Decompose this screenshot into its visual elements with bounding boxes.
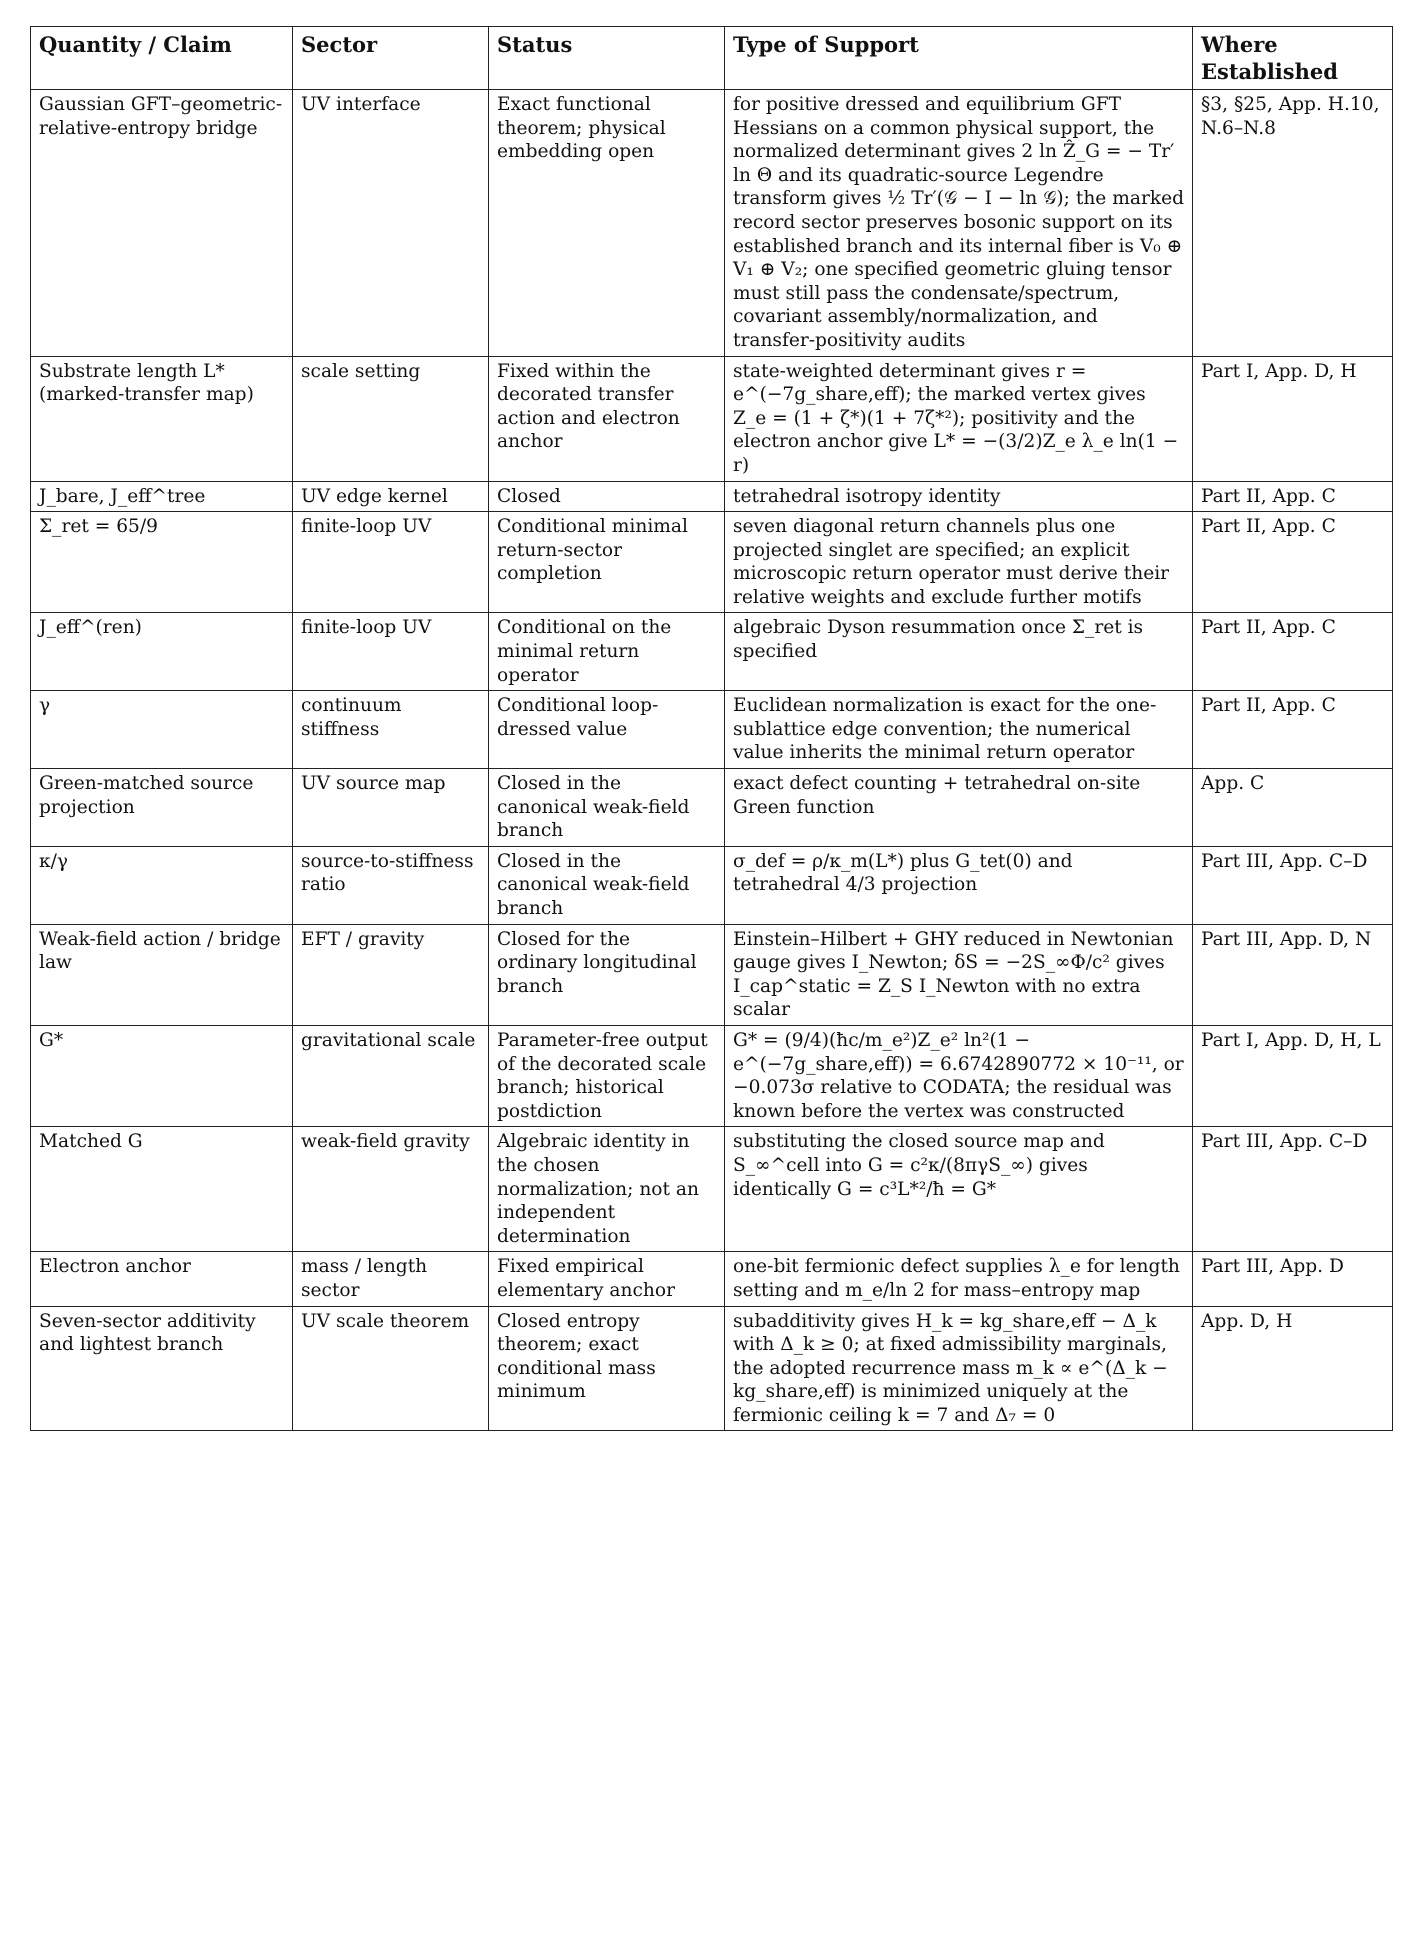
cell-sector: gravitational scale bbox=[293, 1025, 489, 1126]
cell-status: Closed for the ordinary longitudinal branch bbox=[489, 924, 725, 1025]
cell-status: Fixed empirical elementary anchor bbox=[489, 1252, 725, 1306]
cell-where: App. C bbox=[1193, 769, 1393, 847]
cell-status: Exact functional theorem; physical embedding open bbox=[489, 90, 725, 357]
cell-support: Euclidean normalization is exact for the one-sublattice edge convention; the numerical value inherits the minimal return operator bbox=[725, 691, 1193, 769]
cell-quantity: Gaussian GFT–geometric-relative-entropy bridge bbox=[31, 90, 293, 357]
cell-quantity: Green-matched source projection bbox=[31, 769, 293, 847]
cell-sector: weak-field gravity bbox=[293, 1127, 489, 1252]
cell-quantity: Matched G bbox=[31, 1127, 293, 1252]
cell-quantity: γ bbox=[31, 691, 293, 769]
cell-support: algebraic Dyson resummation once Σ_ret is specified bbox=[725, 613, 1193, 691]
cell-status: Fixed within the decorated transfer action and electron anchor bbox=[489, 356, 725, 481]
header-support: Type of Support bbox=[725, 27, 1193, 90]
cell-sector: UV interface bbox=[293, 90, 489, 357]
cell-sector: continuum stiffness bbox=[293, 691, 489, 769]
cell-quantity: J_bare, J_eff^tree bbox=[31, 481, 293, 512]
cell-where: Part III, App. D bbox=[1193, 1252, 1393, 1306]
cell-sector: finite-loop UV bbox=[293, 512, 489, 613]
header-quantity: Quantity / Claim bbox=[31, 27, 293, 90]
cell-sector: EFT / gravity bbox=[293, 924, 489, 1025]
cell-support: exact defect counting + tetrahedral on-site Green function bbox=[725, 769, 1193, 847]
cell-status: Closed in the canonical weak-field branch bbox=[489, 846, 725, 924]
header-row bbox=[31, 27, 1393, 90]
cell-support: for positive dressed and equilibrium GFT Hessians on a common physical support, the normalized determinant gives 2 ln Ẑ_G = − Tr′ ln Θ and its quadratic-source Legendre transform gives ½ Tr′(𝒢 − I − ln 𝒢); the marked record sector preserves bosonic support on its established branch and its internal fiber is V₀ ⊕ V₁ ⊕ V₂; one specified geometric gluing tensor must still pass the condensate/spectrum, covariant assembly/normalization, and transfer-positivity audits bbox=[725, 90, 1193, 357]
table-container bbox=[30, 26, 1392, 1431]
cell-support: σ_def = ρ/κ_m(L*) plus G_tet(0) and tetrahedral 4/3 projection bbox=[725, 846, 1193, 924]
table-row bbox=[31, 1127, 1393, 1252]
cell-quantity: Electron anchor bbox=[31, 1252, 293, 1306]
cell-where: Part II, App. C bbox=[1193, 613, 1393, 691]
header-where: Where Established bbox=[1193, 27, 1393, 90]
cell-where: Part I, App. D, H, L bbox=[1193, 1025, 1393, 1126]
cell-where: §3, §25, App. H.10, N.6–N.8 bbox=[1193, 90, 1393, 357]
cell-quantity: G* bbox=[31, 1025, 293, 1126]
cell-status: Closed in the canonical weak-field branch bbox=[489, 769, 725, 847]
cell-status: Closed bbox=[489, 481, 725, 512]
cell-quantity: Substrate length L* (marked-transfer map) bbox=[31, 356, 293, 481]
cell-status: Parameter-free output of the decorated scale branch; historical postdiction bbox=[489, 1025, 725, 1126]
table-row bbox=[31, 846, 1393, 924]
cell-quantity: Seven-sector additivity and lightest branch bbox=[31, 1306, 293, 1431]
cell-where: Part I, App. D, H bbox=[1193, 356, 1393, 481]
table-row bbox=[31, 1252, 1393, 1306]
cell-status: Conditional on the minimal return operator bbox=[489, 613, 725, 691]
table-row bbox=[31, 356, 1393, 481]
cell-sector: UV source map bbox=[293, 769, 489, 847]
cell-where: Part II, App. C bbox=[1193, 481, 1393, 512]
cell-support: Einstein–Hilbert + GHY reduced in Newtonian gauge gives I_Newton; δS = −2S_∞Φ/c² gives I_cap^static = Z_S I_Newton with no extra scalar bbox=[725, 924, 1193, 1025]
cell-sector: finite-loop UV bbox=[293, 613, 489, 691]
cell-quantity: Weak-field action / bridge law bbox=[31, 924, 293, 1025]
cell-support: G* = (9/4)(ħc/m_e²)Z_e² ln²(1 − e^(−7g_share,eff)) = 6.6742890772 × 10⁻¹¹, or −0.073σ relative to CODATA; the residual was known before the vertex was constructed bbox=[725, 1025, 1193, 1126]
cell-where: Part II, App. C bbox=[1193, 512, 1393, 613]
cell-status: Conditional loop-dressed value bbox=[489, 691, 725, 769]
cell-sector: UV edge kernel bbox=[293, 481, 489, 512]
table-row bbox=[31, 90, 1393, 357]
cell-support: tetrahedral isotropy identity bbox=[725, 481, 1193, 512]
table-row bbox=[31, 1025, 1393, 1126]
cell-support: one-bit fermionic defect supplies λ_e for length setting and m_e/ln 2 for mass–entropy map bbox=[725, 1252, 1193, 1306]
table-row bbox=[31, 512, 1393, 613]
cell-support: seven diagonal return channels plus one projected singlet are specified; an explicit microscopic return operator must derive their relative weights and exclude further motifs bbox=[725, 512, 1193, 613]
table-row bbox=[31, 1306, 1393, 1431]
table-row bbox=[31, 769, 1393, 847]
cell-sector: mass / length sector bbox=[293, 1252, 489, 1306]
table-row bbox=[31, 691, 1393, 769]
cell-status: Closed entropy theorem; exact conditional mass minimum bbox=[489, 1306, 725, 1431]
cell-where: Part III, App. D, N bbox=[1193, 924, 1393, 1025]
cell-sector: UV scale theorem bbox=[293, 1306, 489, 1431]
cell-sector: source-to-stiffness ratio bbox=[293, 846, 489, 924]
table-row bbox=[31, 613, 1393, 691]
cell-support: state-weighted determinant gives r = e^(−7g_share,eff); the marked vertex gives Z_e = (1 + ζ*)(1 + 7ζ*²); positivity and the electron anchor give L* = −(3/2)Z_e λ_e ln(1 − r) bbox=[725, 356, 1193, 481]
cell-status: Conditional minimal return-sector completion bbox=[489, 512, 725, 613]
table-row bbox=[31, 481, 1393, 512]
cell-quantity: Σ_ret = 65/9 bbox=[31, 512, 293, 613]
cell-support: substituting the closed source map and S_∞^cell into G = c²κ/(8πγS_∞) gives identically G = c³L*²/ħ = G* bbox=[725, 1127, 1193, 1252]
cell-where: Part II, App. C bbox=[1193, 691, 1393, 769]
cell-support: subadditivity gives H_k = kg_share,eff − Δ_k with Δ_k ≥ 0; at fixed admissibility marginals, the adopted recurrence mass m_k ∝ e^(Δ_k − kg_share,eff) is minimized uniquely at the fermionic ceiling k = 7 and Δ₇ = 0 bbox=[725, 1306, 1193, 1431]
header-sector: Sector bbox=[293, 27, 489, 90]
cell-where: Part III, App. C–D bbox=[1193, 1127, 1393, 1252]
header-status: Status bbox=[489, 27, 725, 90]
cell-status: Algebraic identity in the chosen normalization; not an independent determination bbox=[489, 1127, 725, 1252]
cell-quantity: κ/γ bbox=[31, 846, 293, 924]
table-row bbox=[31, 924, 1393, 1025]
cell-quantity: J_eff^(ren) bbox=[31, 613, 293, 691]
summary-table bbox=[30, 26, 1393, 1431]
cell-where: App. D, H bbox=[1193, 1306, 1393, 1431]
cell-sector: scale setting bbox=[293, 356, 489, 481]
cell-where: Part III, App. C–D bbox=[1193, 846, 1393, 924]
